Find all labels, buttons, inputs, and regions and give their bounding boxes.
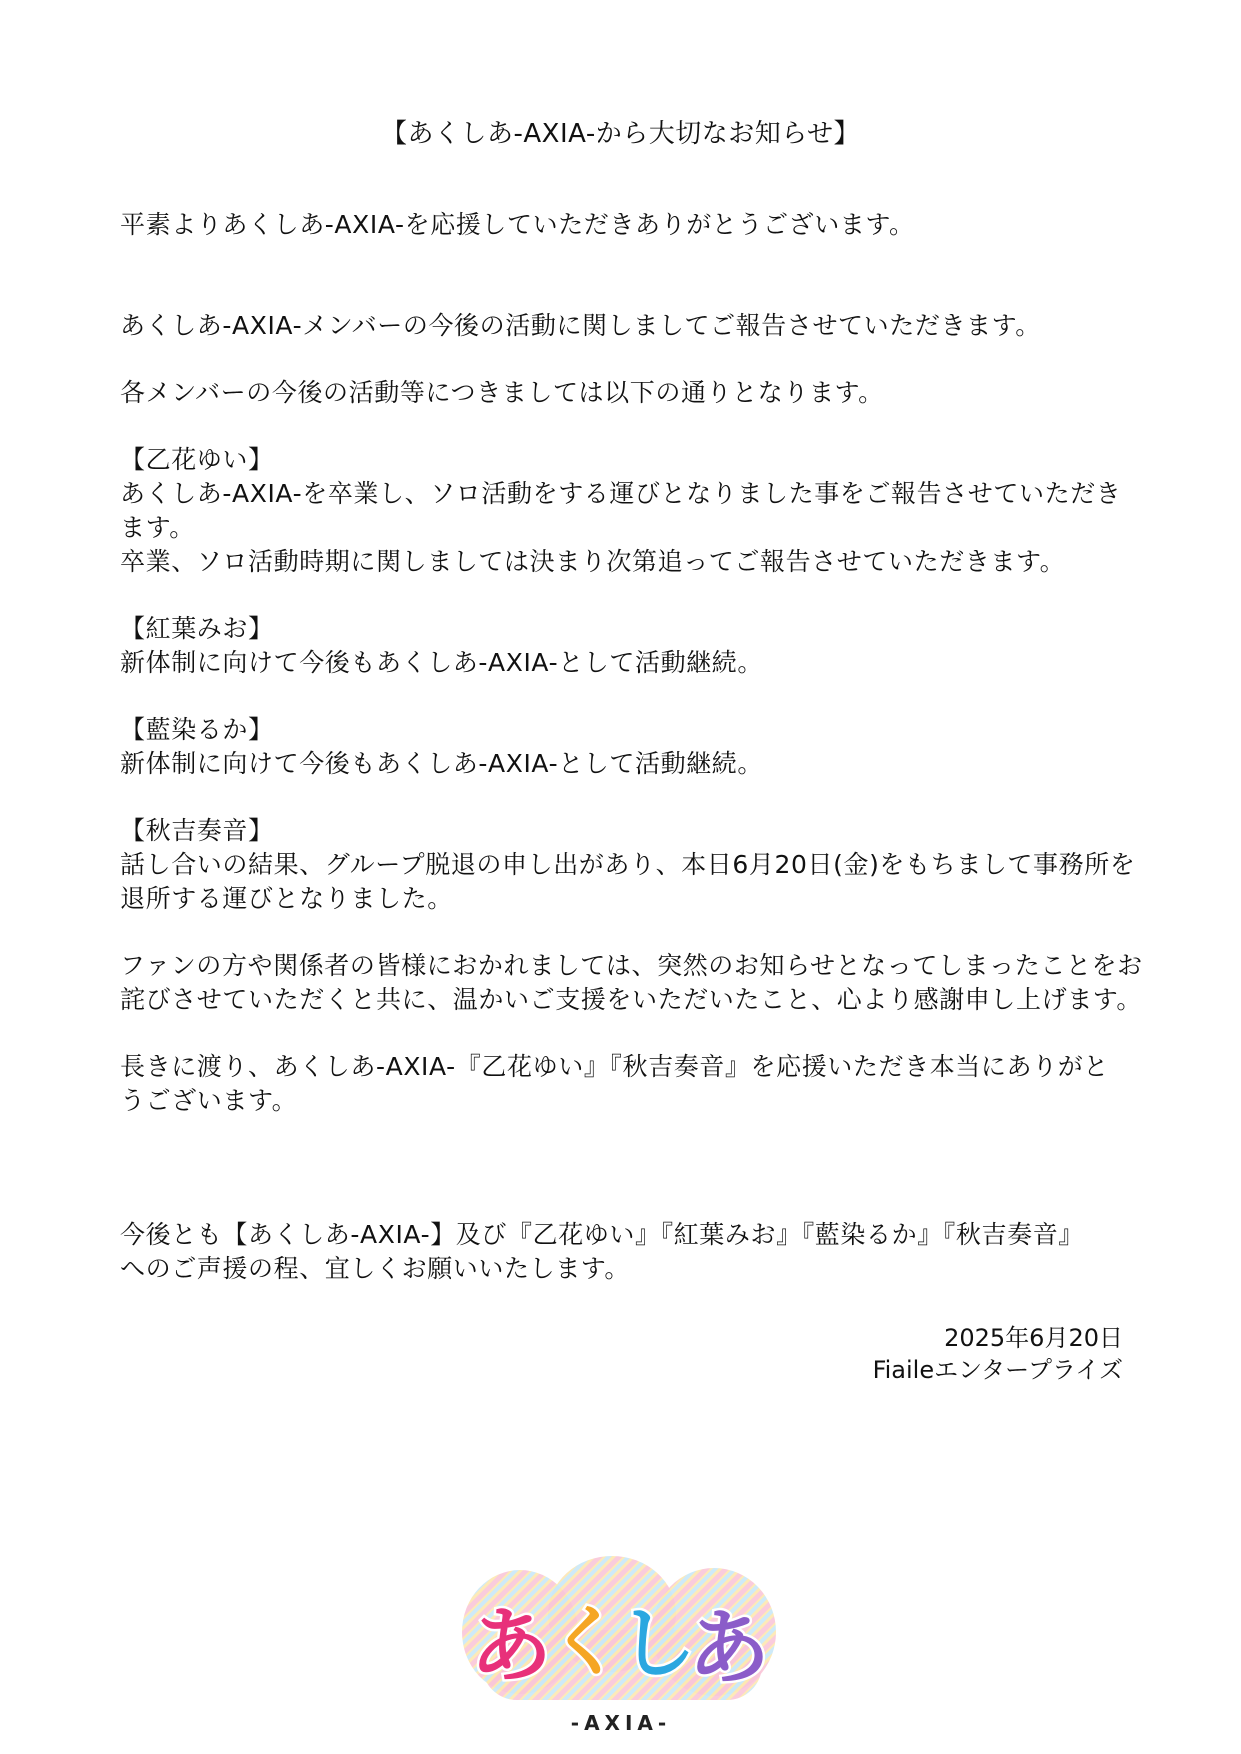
greeting-text: 平素よりあくしあ-AXIA-を応援していただきありがとうございます。 <box>120 210 915 239</box>
member-heading-momiji: 【紅葉みお】 <box>120 614 274 643</box>
closing-text-1: 今後とも【あくしあ-AXIA-】及び『乙花ゆい』『紅葉みお』『藍染るか』『秋吉奏音』 <box>120 1220 1084 1249</box>
logo-char-3: し <box>618 1599 697 1689</box>
company-name: Fiaileエンタープライズ <box>872 1356 1123 1384</box>
page-title: 【あくしあ-AXIA-から大切なお知らせ】 <box>381 119 860 149</box>
logo-subtext: -AXIA- <box>570 1711 672 1735</box>
member-heading-akiyoshi: 【秋吉奏音】 <box>120 816 274 845</box>
member-text-momiji: 新体制に向けて今後もあくしあ-AXIA-として活動継続。 <box>120 648 763 677</box>
member-text-akiyoshi-2: 退所する運びとなりました。 <box>120 884 453 913</box>
closing-text-2: へのご声援の程、宜しくお願いいたします。 <box>120 1254 631 1283</box>
thanks-text-1: 長きに渡り、あくしあ-AXIA-『乙花ゆい』『秋吉奏音』を応援いただき本当にありがと <box>120 1052 1109 1081</box>
logo-char-1: あ <box>470 1599 553 1694</box>
apology-text-1: ファンの方や関係者の皆様におかれましては、突然のお知らせとなってしまったことをお <box>120 951 1143 980</box>
issue-date: 2025年6月20日 <box>944 1324 1123 1352</box>
logo-char-2: く <box>548 1597 624 1686</box>
member-heading-aizome: 【藍染るか】 <box>120 715 274 744</box>
member-text-otohana-1: あくしあ-AXIA-を卒業し、ソロ活動をする運びとなりました事をご報告させていただき <box>120 479 1122 508</box>
logo-char-4: あ <box>688 1601 771 1696</box>
members-intro-text: 各メンバーの今後の活動等につきましては以下の通りとなります。 <box>120 378 884 407</box>
intro-text: あくしあ-AXIA-メンバーの今後の活動に関しましてご報告させていただきます。 <box>120 311 1041 340</box>
group-logo <box>462 1552 780 1742</box>
member-text-otohana-2: ます。 <box>120 513 195 542</box>
member-text-aizome: 新体制に向けて今後もあくしあ-AXIA-として活動継続。 <box>120 749 763 778</box>
thanks-text-2: うございます。 <box>120 1086 298 1115</box>
member-text-otohana-3: 卒業、ソロ活動時期に関しましては決まり次第追ってご報告させていただきます。 <box>120 547 1066 576</box>
member-text-akiyoshi-1: 話し合いの結果、グループ脱退の申し出があり、本日6月20日(金)をもちまして事務所を <box>120 850 1136 879</box>
apology-text-2: 詫びさせていただくと共に、温かいご支援をいただいたこと、心より感謝申し上げます。 <box>120 985 1143 1014</box>
member-heading-otohana: 【乙花ゆい】 <box>120 445 274 474</box>
